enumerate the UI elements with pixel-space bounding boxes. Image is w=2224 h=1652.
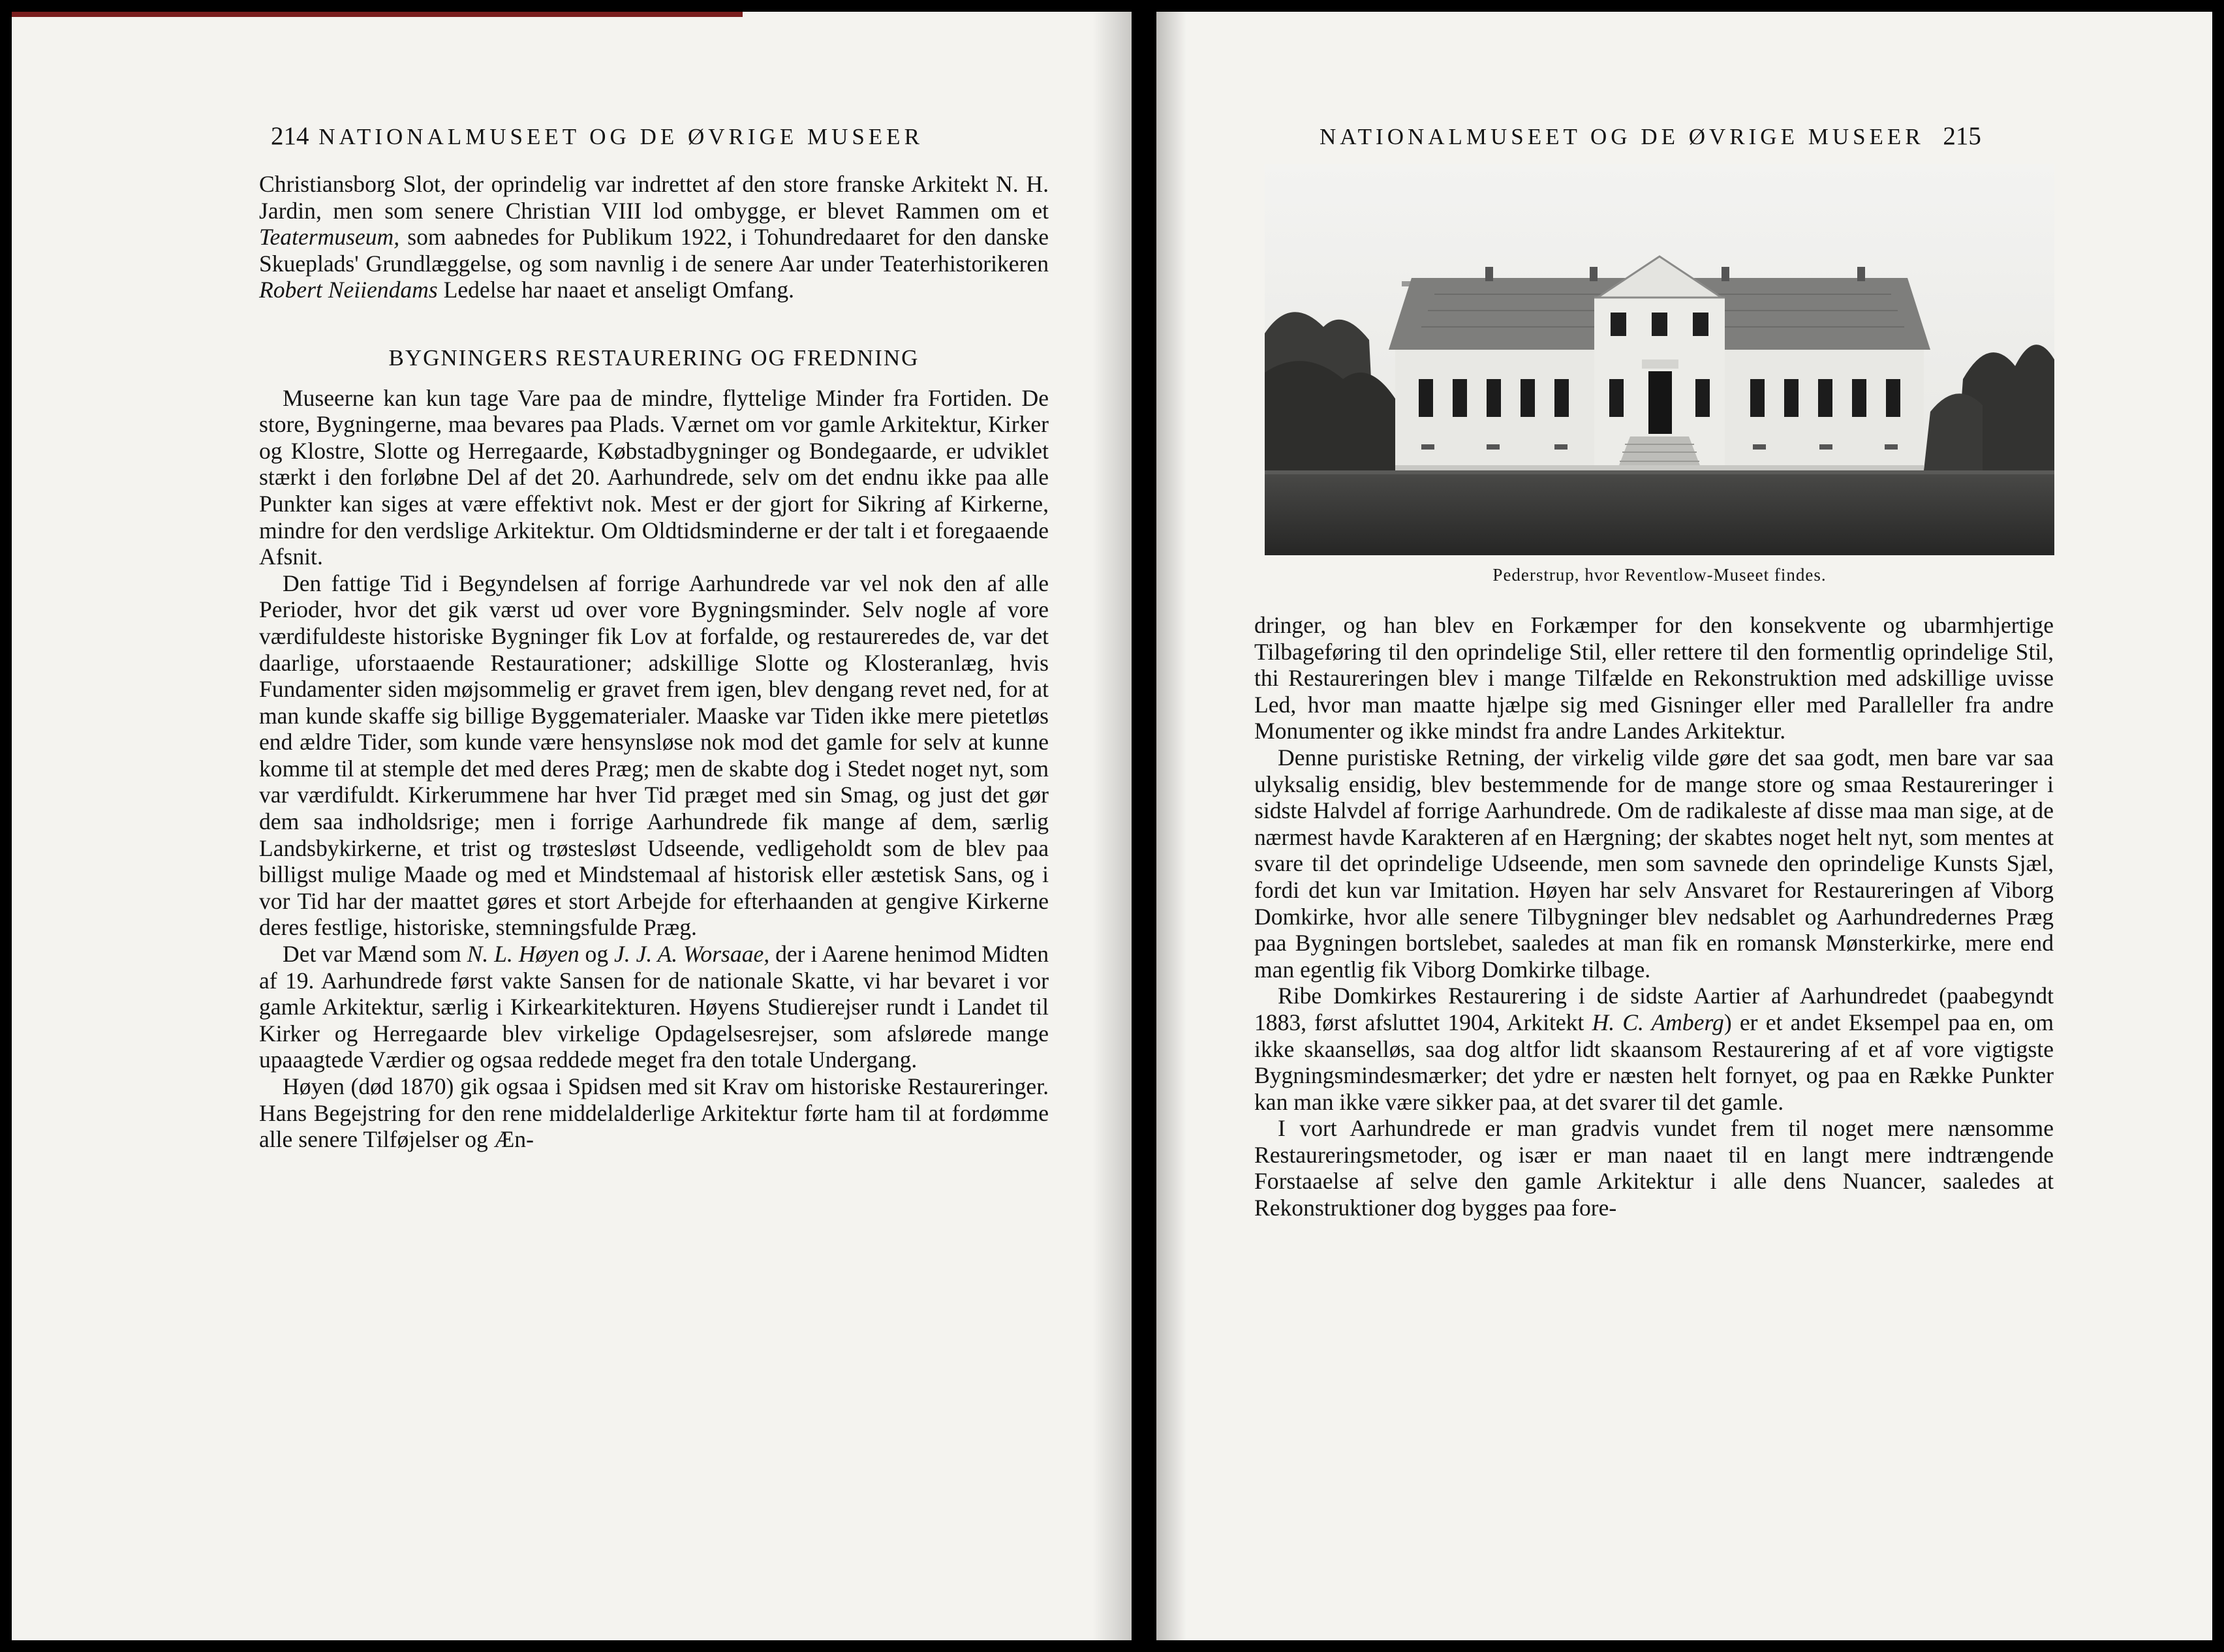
manor-house-photo [1265,164,2054,555]
italic-text: H. C. Amberg [1592,1009,1724,1035]
book-edge [12,12,743,17]
paragraph: dringer, og han blev en Forkæmper for den konsekvente og ubarmhjertige Tilbageføring til den oprindelige Stil, eller rettere til den formentlig oprindelige Stil, thi Restaureringen blev i mange Tilfælde en Rekonstruktion med adskillige uvisse Led, hvor man maatte hjælpe sig med Gisninger eller med Paralleller fra andre Monumenter og ikke mindst fra andre Landes Arkitektur. [1254,612,2054,744]
italic-text: N. L. Høyen [467,941,579,968]
photo-caption: Pederstrup, hvor Reventlow-Museet findes. [1492,565,1827,585]
paragraph: Museerne kan kun tage Vare paa de mindre, flyttelige Minder fra Fortiden. De store, Bygningerne, maa bevares paa Plads. Værnet om vor gamle Arkitektur, Kirker og Klostre, Slotte og Herregaarde, Købstadbygninger og Bondegaarde, er udviklet stærkt i den forløbne Del af det 20. Aarhundrede, selv om det endnu ikke paa alle Punkter kan siges at være effektivt nok. Mest er der gjort for Sikring af Kirkerne, mindre for den verdslige Arkitektur. Om Oldtidsminderne er der talt i et foregaaende Afsnit. [259,384,1049,570]
paragraph: Høyen (død 1870) gik ogsaa i Spidsen med sit Krav om historiske Restaureringer. Hans Begejstring for den rene middelalderlige Arkitektur førte ham til at fordømme alle senere Tilføjelser og Æn- [259,1073,1049,1153]
paragraph: I vort Aarhundrede er man gradvis vundet frem til noget mere nænsomme Restaureringsmetoder, og især er man naaet til en langt mere indtrængende Forstaaelse af selve den gamle Arkitektur i alle dens Nuancer, saaledes at Rekonstruktioner dog bygges paa fore- [1254,1115,2054,1221]
paragraph: Denne puristiske Retning, der virkelig vilde gøre det saa godt, men bare var saa ulyksalig ensidig, blev bestemmende for de mange store og smaa Restaureringer i sidste Halvdel af forrige Aarhundrede. Om de radikaleste af disse maa man sige, at de nærmest havde Karakteren af en Hærgning; der skabtes noget helt nyt, som mentes at svare til det oprindelige Udseende, men som savnede den oprindelige Kunsts Sjæl, fordi det kun var Imitation. Høyen har selv Ansvaret for Restaureringen af Viborg Domkirke, hvor alle senere Tilbygninger blev nedsablet og Aarhundredernes Præg paa Bygningen bortslebet, saaledes at man fik en romansk Mønsterkirke, mere end man egentlig fik Viborg Domkirke tilbage. [1254,744,2054,983]
running-head-text: NATIONALMUSEET OG DE ØVRIGE MUSEER [318,124,923,149]
italic-text: Robert Neiiendams [259,277,438,303]
manor-house-icon [1265,164,2054,555]
paragraph: Christiansborg Slot, der oprindelig var indrettet af den store franske Arkitekt N. H. Jardin, men som senere Christian VIII lod ombygge, er blevet Rammen om et Teatermuseum, som aabnedes for Publikum 1922, i Tohundredaaret for den danske Skueplads' Grundlæggelse, og som navnlig i de senere Aar under Teaterhistorikeren Robert Neiiendams Ledelse har naaet et anseligt Omfang. [259,171,1049,303]
running-head-text: NATIONALMUSEET OG DE ØVRIGE MUSEER [1320,124,1924,149]
italic-text: J. J. A. Worsaae, [614,941,770,968]
right-text-block [1254,612,2054,1221]
page-number: 215 [1943,122,1981,150]
paragraph: Ribe Domkirkes Restaurering i de sidste Aartier af Aarhundredet (paabegyndt 1883, først afsluttet 1904, Arkitekt H. C. Amberg) er et andet Eksempel paa en, om ikke skaanselløs, saa dog altfor lidt skaansom Restaurering af et af vore vigtigste Bygningsmindesmærker; det ydre er næsten helt fornyet, og paa en Række Punkter kan man ikke være sikker paa, at det svarer til det gamle. [1254,983,2054,1115]
running-head-right [1320,121,1981,151]
page-number: 214 [271,122,309,150]
italic-text: Teatermuseum, [259,224,400,251]
running-head-left [271,121,923,151]
paragraph: Det var Mænd som N. L. Høyen og J. J. A. Worsaae, der i Aarene henimod Midten af 19. Aarhundrede først vakte Sansen for de nationale Skatte, vi har bevaret i vor gamle Arkitektur, særlig i Kirkearkitekturen. Høyens Studierejser rundt i Landet til Kirker og Herregaarde blev virkelige Opdagelsesrejser, som afslørede mange upaaagtede Værdier og ogsaa reddede meget fra den totale Undergang. [259,941,1049,1073]
paragraph: Den fattige Tid i Begyndelsen af forrige Aarhundrede var vel nok den af alle Perioder, hvor det gik værst ud over vore Bygningsminder. Selv nogle af vore værdifuldeste historiske Bygninger fik Lov at forfalde, og restaureredes de, var det daarlige, uforstaaende Restaurationer; adskillige Slotte og Klosteranlæg, hvis Fundamenter siden møjsommelig er gravet frem igen, blev dengang revet ned, for at man kunde skaffe sig billige Byggematerialer. Maaske var Tiden ikke mere pietetløs end ældre Tider, som kunde være hensynsløse nok mod det gamle for selv at kunne komme til at stemple det med deres Præg; men de skabte dog i Stedet noget nyt, som var værdifuldt. Kirkerummene har hver Tid præget med sin Smag, og just det gør dem saa indholdsrige; men i forrige Aarhundrede fik mange af dem, særlig Landsbykirkerne, et trist og trøstesløst Udseende, vedligeholdt som de blev paa billigst mulige Maade og med et Mindstemaal af historisk eller æstetisk Sans, og i vor Tid har der maattet gøres et stort Arbejde for efterhaanden at gengive Kirkerne deres festlige, historiske, stemningsfulde Præg. [259,570,1049,941]
section-heading: BYGNINGERS RESTAURERING OG FREDNING [388,344,919,371]
left-text-block [259,171,1049,1153]
